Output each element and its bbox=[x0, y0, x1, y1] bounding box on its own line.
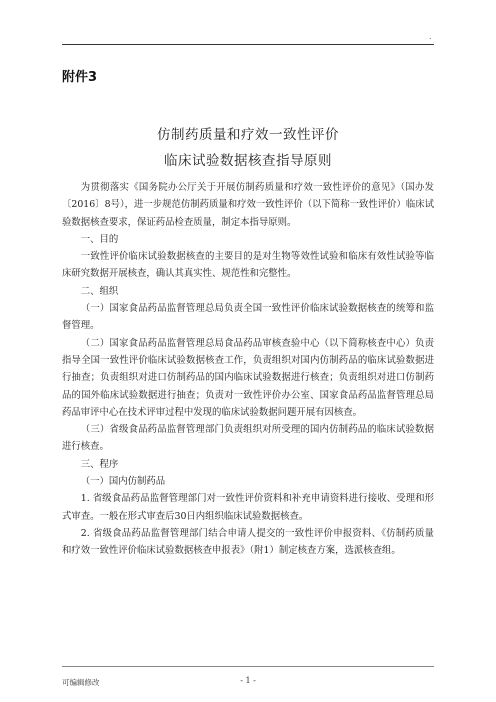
footer-note: 可编辑修改 bbox=[62, 678, 100, 687]
organization-item-3: （三）省级食品药品监督管理部门负责组织对所受理的国内仿制药品的临床试验数据进行核查。 bbox=[62, 424, 434, 453]
document-title-line-2: 临床试验数据核查指导原则 bbox=[164, 153, 332, 169]
organization-item-1: （一）国家食品药品监督管理总局负责全国一致性评价临床试验数据核查的统筹和监督管理。 bbox=[62, 303, 434, 332]
annex-label: 附件3 bbox=[62, 70, 98, 85]
subsection-heading-domestic: （一）国内仿制药品 bbox=[80, 476, 166, 488]
header-rule bbox=[62, 44, 434, 45]
header-mark: . bbox=[429, 32, 432, 41]
purpose-paragraph: 一致性评价临床试验数据核查的主要目的是对生物等效性试验和临床有效性试验等临床研究数据开展核查，确认其真实性、规范性和完整性。 bbox=[62, 251, 434, 280]
document-body bbox=[62, 179, 434, 560]
procedure-step-1: 1. 省级食品药品监督管理部门对一致性评价资料和补充申请资料进行接收、受理和形式审查。一般在形式审查后30日内组织临床试验数据核查。 bbox=[62, 493, 434, 522]
section-heading-procedure: 三、程序 bbox=[80, 458, 119, 470]
section-heading-purpose: 一、目的 bbox=[80, 233, 119, 245]
organization-item-2: （二）国家食品药品监督管理总局食品药品审核查验中心（以下简称核查中心）负责指导全国一致性评价临床试验数据核查工作，负责组织对国内仿制药品的临床试验数据进行抽查；负责组织对进口仿制药品的国内临床试验数据进行核查；负责组织对进口仿制药品的国外临床试验数据进行抽查；负责对一致性评价办公室、国家食品药品监督管理总局药品审评中心在技术评审过程中发现的临床试验数据问题开展有因核查。 bbox=[62, 337, 434, 418]
section-heading-organization: 二、组织 bbox=[80, 285, 119, 297]
document-title-line-1: 仿制药质量和疗效一致性评价 bbox=[157, 127, 339, 143]
page-number: - 1 - bbox=[240, 676, 256, 685]
intro-paragraph: 为贯彻落实《国务院办公厅关于开展仿制药质量和疗效一致性评价的意见》（国办发〔2016〕8号），进一步规范仿制药质量和疗效一致性评价（以下简称一致性评价）临床试验数据核查要求，保证药品检查质量，制定本指导原则。 bbox=[62, 182, 435, 228]
procedure-step-2: 2. 省级食品药品监督管理部门结合申请人提交的一致性评价申报资料、《仿制药质量和疗效一致性评价临床试验数据核查申报表》（附1）制定核查方案，选派核查组。 bbox=[62, 527, 434, 557]
footer-rule bbox=[62, 666, 434, 667]
